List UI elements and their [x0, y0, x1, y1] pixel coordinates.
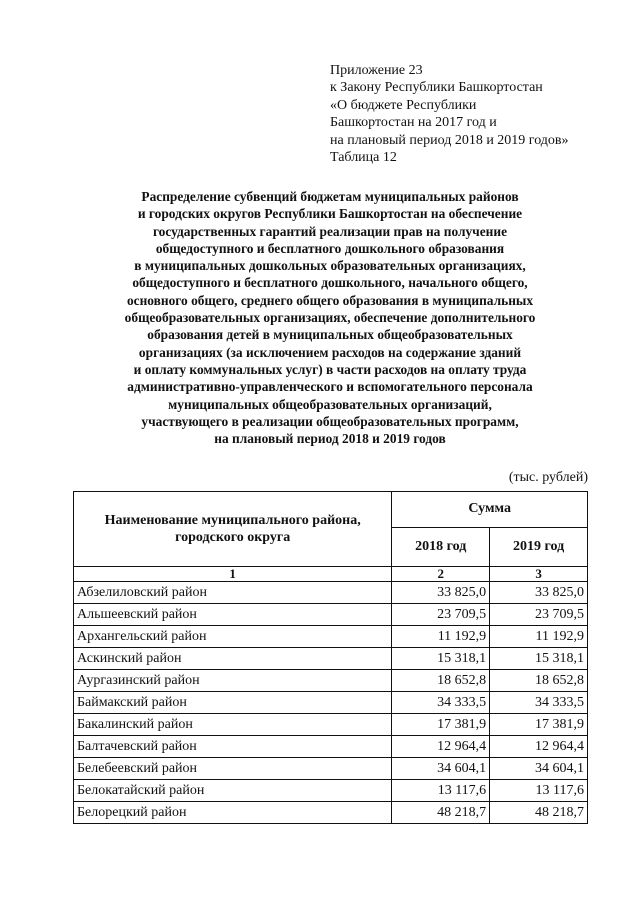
value-2019: 17 381,9	[490, 714, 588, 736]
subventions-table	[73, 491, 588, 824]
value-2019: 23 709,5	[490, 604, 588, 626]
appendix-line: Приложение 23	[330, 63, 423, 78]
table-row	[74, 626, 588, 648]
value-2018: 12 964,4	[392, 736, 490, 758]
value-2019: 13 117,6	[490, 780, 588, 802]
district-name: Белокатайский район	[74, 780, 392, 802]
table-row	[74, 802, 588, 824]
district-name: Бакалинский район	[74, 714, 392, 736]
title-line: организациях (за исключением расходов на содержание зданий	[138, 344, 522, 360]
table-row	[74, 692, 588, 714]
value-2018: 11 192,9	[392, 626, 490, 648]
appendix-line: на плановый период 2018 и 2019 годов»	[330, 132, 569, 148]
table-row	[74, 758, 588, 780]
district-name: Белебеевский район	[74, 758, 392, 780]
table-row	[74, 648, 588, 670]
value-2019: 11 192,9	[490, 626, 588, 648]
value-2019: 15 318,1	[490, 648, 588, 670]
appendix-line: Таблица 12	[330, 150, 397, 166]
value-2019: 18 652,8	[490, 670, 588, 692]
table-row	[74, 780, 588, 802]
header-sum: Сумма	[392, 492, 588, 528]
value-2018: 34 333,5	[392, 692, 490, 714]
district-name: Балтачевский район	[74, 736, 392, 758]
value-2018: 18 652,8	[392, 670, 490, 692]
title-line: образования детей в муниципальных общеобразовательных	[147, 327, 513, 343]
table-row	[74, 714, 588, 736]
title-line: государственных гарантий реализации прав на получение	[152, 223, 508, 239]
district-name: Архангельский район	[74, 626, 392, 648]
title-line: основного общего, среднего общего образования в муниципальных	[126, 292, 534, 308]
title-line: общедоступного и бесплатного дошкольного, начального общего,	[132, 275, 528, 291]
value-2018: 33 825,0	[392, 582, 490, 604]
column-number: 3	[490, 567, 588, 582]
table-row	[74, 582, 588, 604]
units-label: (тыс. рублей)	[508, 470, 588, 485]
district-name: Альшеевский район	[74, 604, 392, 626]
value-2019: 34 333,5	[490, 692, 588, 714]
appendix-line: «О бюджете Республики	[330, 97, 477, 113]
district-name: Абзелиловский район	[74, 582, 392, 604]
table-body	[74, 582, 588, 824]
district-name: Аургазинский район	[74, 670, 392, 692]
value-2018: 48 218,7	[392, 802, 490, 824]
title-line: и оплату коммунальных услуг) в части расходов на оплату труда	[133, 361, 527, 377]
appendix-line: Башкортостан на 2017 год и	[330, 115, 497, 131]
district-name: Белорецкий район	[74, 802, 392, 824]
header-year-2018: 2018 год	[392, 527, 490, 566]
value-2019: 33 825,0	[490, 582, 588, 604]
title-line: общедоступного и бесплатного дошкольного образования	[155, 240, 505, 256]
header-name: Наименование муниципального района, городского округа	[74, 492, 392, 567]
appendix-reference	[330, 62, 569, 166]
table-row	[74, 604, 588, 626]
table-row	[74, 736, 588, 758]
value-2019: 12 964,4	[490, 736, 588, 758]
title-line: Распределение субвенций бюджетам муниципальных районов	[141, 189, 519, 204]
title-line: в муниципальных дошкольных образовательных организациях,	[134, 258, 526, 274]
value-2019: 48 218,7	[490, 802, 588, 824]
appendix-line: к Закону Республики Башкортостан	[330, 80, 543, 96]
value-2018: 15 318,1	[392, 648, 490, 670]
value-2018: 23 709,5	[392, 604, 490, 626]
title-line: и городских округов Республики Башкортостан на обеспечение	[137, 206, 523, 222]
document-title	[60, 188, 600, 447]
title-line: общеобразовательных организациях, обеспечение дополнительного	[124, 310, 536, 326]
value-2018: 17 381,9	[392, 714, 490, 736]
title-line: на плановый период 2018 и 2019 годов	[214, 431, 446, 447]
header-year-2019: 2019 год	[490, 527, 588, 566]
table-row	[74, 670, 588, 692]
value-2019: 34 604,1	[490, 758, 588, 780]
value-2018: 13 117,6	[392, 780, 490, 802]
column-number: 1	[74, 567, 392, 582]
title-line: муниципальных общеобразовательных организаций,	[168, 396, 492, 412]
district-name: Аскинский район	[74, 648, 392, 670]
value-2018: 34 604,1	[392, 758, 490, 780]
district-name: Баймакский район	[74, 692, 392, 714]
column-number: 2	[392, 567, 490, 582]
title-line: административно-управленческого и вспомогательного персонала	[127, 379, 533, 395]
title-line: участвующего в реализации общеобразовательных программ,	[141, 413, 519, 429]
